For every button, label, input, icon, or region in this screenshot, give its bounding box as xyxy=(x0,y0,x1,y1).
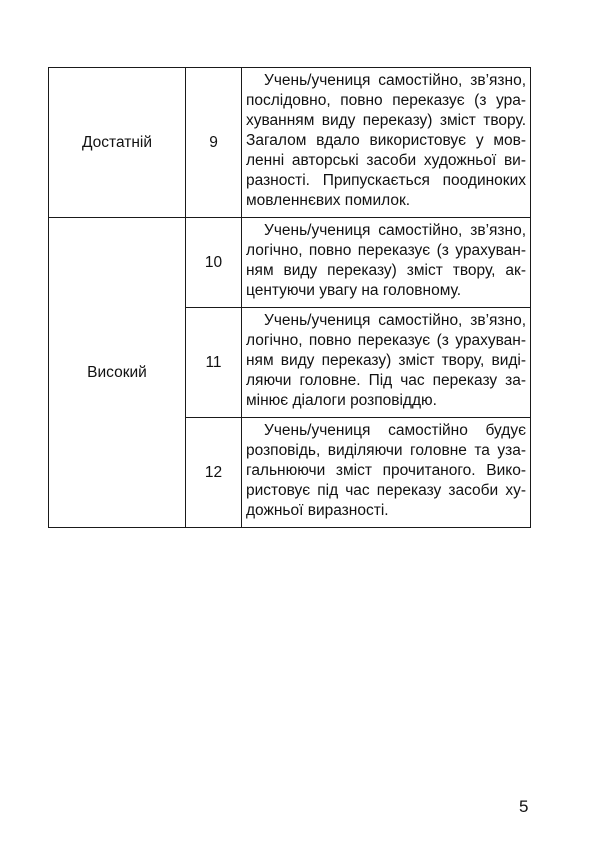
description-line: розповідь, виділяючи головне та уза- xyxy=(246,442,526,459)
description-line: Учень/учениця самостійно, зв’язно, xyxy=(264,222,526,239)
score-cell: 10 xyxy=(186,218,242,308)
description-line: послідовно, повно переказує (з ура- xyxy=(246,92,526,109)
score-cell: 12 xyxy=(186,418,242,528)
table-row xyxy=(49,218,531,308)
description-line: Учень/учениця самостійно, зв’язно, xyxy=(264,72,526,89)
description-cell xyxy=(242,218,531,308)
description-line: Учень/учениця самостійно будує xyxy=(264,422,526,439)
description-line: ленні авторські засоби художньої ви- xyxy=(246,152,526,169)
description-line: ляючи головне. Під час переказу за- xyxy=(246,372,526,389)
description-cell xyxy=(242,68,531,218)
description-line: ням виду переказу) зміст твору, виді- xyxy=(246,352,526,369)
description-line: гальнюючи зміст прочитаного. Вико- xyxy=(246,462,526,479)
assessment-criteria-table xyxy=(48,67,531,528)
description-line: Загалом вдало використовує у мов- xyxy=(246,132,526,149)
table-row xyxy=(49,68,531,218)
description-line: хуванням виду переказу) зміст твору. xyxy=(246,112,526,129)
description-line: дожньої виразності. xyxy=(246,502,389,519)
description-cell xyxy=(242,308,531,418)
level-cell: Достатній xyxy=(49,68,186,218)
description-line: мінює діалоги розповіддю. xyxy=(246,392,437,409)
description-line: центуючи увагу на головному. xyxy=(246,282,462,299)
page-number: 5 xyxy=(519,797,529,816)
description-cell xyxy=(242,418,531,528)
description-line: Учень/учениця самостійно, зв’язно, xyxy=(264,312,526,329)
description-line: ристовує під час переказу засоби ху- xyxy=(246,482,526,499)
score-cell: 9 xyxy=(186,68,242,218)
level-cell: Високий xyxy=(49,218,186,528)
description-line: ням виду переказу) зміст твору, ак- xyxy=(246,262,526,279)
description-line: логічно, повно переказує (з урахуван- xyxy=(246,332,526,349)
description-line: логічно, повно переказує (з урахуван- xyxy=(246,242,526,259)
description-line: мовленнєвих помилок. xyxy=(246,192,411,209)
description-line: разності. Припускається поодиноких xyxy=(246,172,526,189)
score-cell: 11 xyxy=(186,308,242,418)
